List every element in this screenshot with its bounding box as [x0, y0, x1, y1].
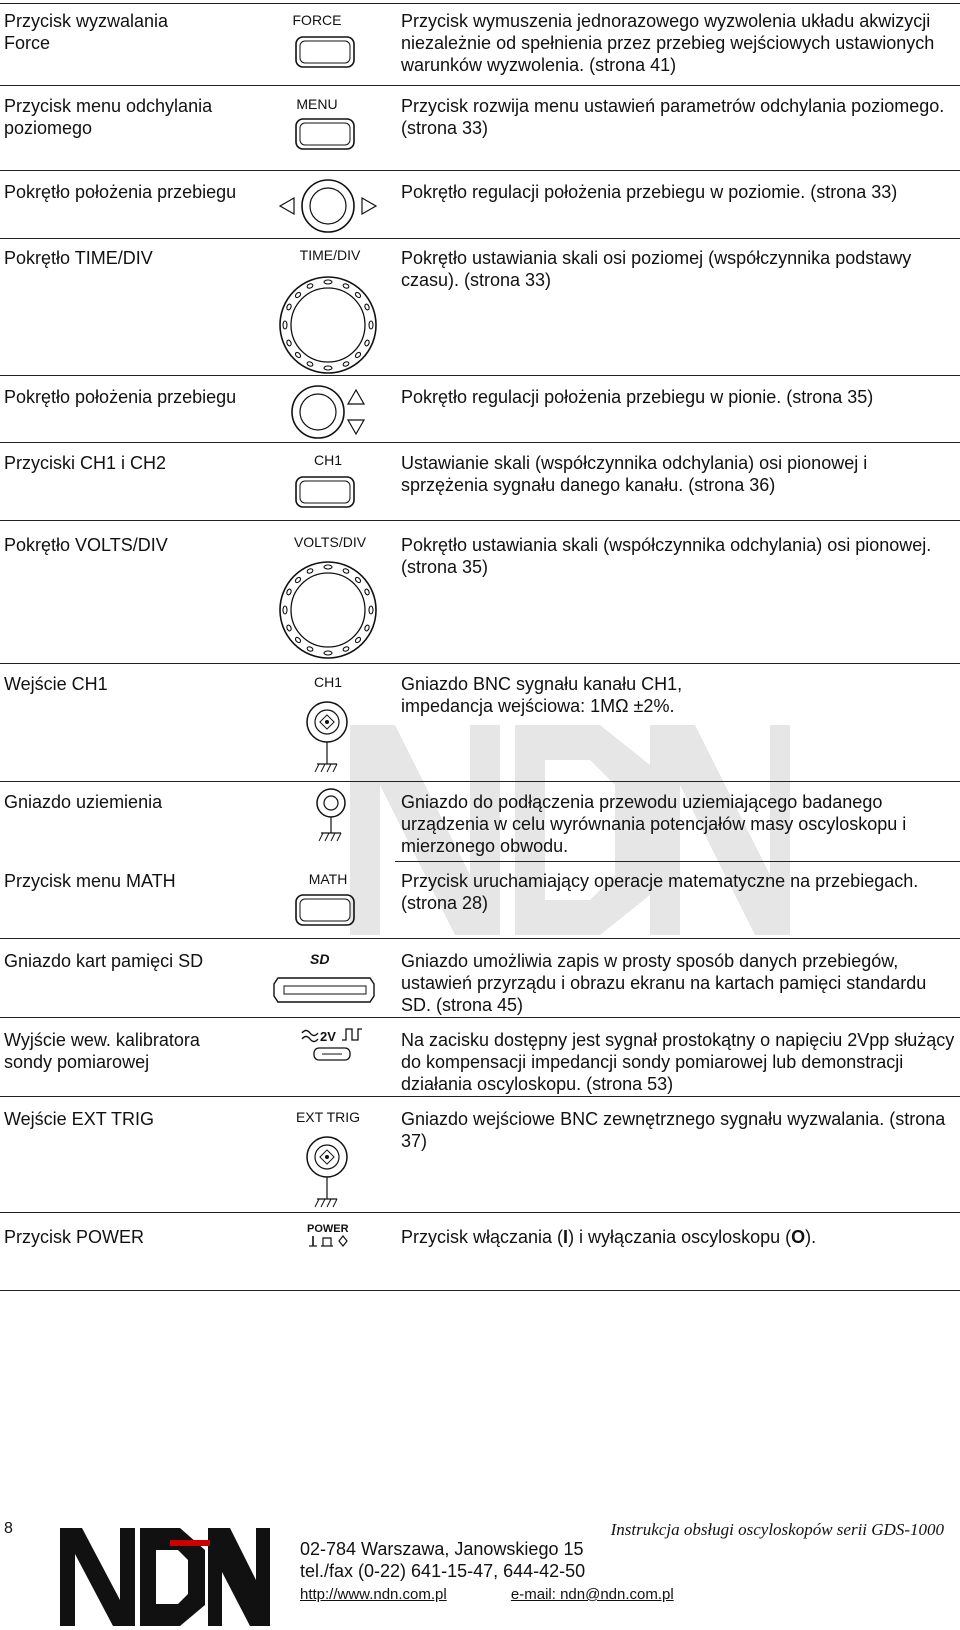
- row-name: Wejście EXT TRIG: [4, 1109, 155, 1129]
- contact-links: [300, 1586, 674, 1603]
- row-name: Przycisk wyzwalania Force: [4, 11, 169, 53]
- vertical-position-knob-icon: [290, 384, 370, 440]
- row-name: Przycisk POWER: [4, 1227, 145, 1247]
- bnc-connector-icon: [305, 700, 355, 778]
- row-name: Pokrętło położenia przebiegu: [4, 182, 237, 202]
- page-number: 8: [4, 1520, 13, 1537]
- large-knob-icon: [278, 560, 378, 660]
- row-divider: [0, 1096, 960, 1097]
- icon-label: MENU: [296, 96, 338, 112]
- ndn-logo-icon: [60, 1520, 270, 1628]
- bnc-connector-icon: [305, 1135, 355, 1213]
- row-name: Gniazdo uziemienia: [4, 792, 163, 812]
- row-description: Gniazdo umożliwia zapis w prosty sposób danych przebiegów, ustawień przyrządu i obrazu ekranu na kartach pamięci standardu SD. (strona 45): [401, 951, 927, 1015]
- row-name: Przyciski CH1 i CH2: [4, 453, 167, 473]
- power-button-icon: [305, 1220, 365, 1252]
- horizontal-position-knob-icon: [278, 178, 378, 234]
- sd-slot-icon: [270, 948, 380, 1008]
- row-name: Pokrętło TIME/DIV: [4, 248, 153, 268]
- calibrator-terminal-icon: [300, 1024, 370, 1064]
- row-description: Na zacisku dostępny jest sygnał prostokątny o napięciu 2Vpp służący do kompensacji impedancji sondy pomiarowej lub demonstracji działania oscyloskopu. (strona 53): [401, 1030, 955, 1094]
- row-description: Przycisk włączania (I) i wyłączania oscyloskopu (O).: [401, 1227, 817, 1247]
- power-icon-label: POWER: [307, 1223, 349, 1235]
- row-divider: [0, 375, 960, 376]
- document-title: Instrukcja obsługi oscyloskopów serii GDS-1000: [610, 1520, 944, 1539]
- row-divider: [0, 781, 960, 782]
- button-icon: [295, 894, 355, 926]
- row-description: Pokrętło ustawiania skali osi poziomej (współczynnika podstawy czasu). (strona 33): [401, 248, 912, 290]
- row-name: Pokrętło położenia przebiegu: [4, 387, 237, 407]
- button-icon: [295, 118, 355, 150]
- row-divider: [0, 85, 960, 86]
- row-description: Gniazdo do podłączenia przewodu uziemiającego badanego urządzenia w celu wyrównania potencjałów masy oscyloskopu i mierzonego obwodu.: [401, 792, 907, 856]
- row-divider: [0, 3, 960, 4]
- icon-label: EXT TRIG: [295, 1109, 361, 1125]
- row-name: Gniazdo kart pamięci SD: [4, 951, 204, 971]
- ground-terminal-icon: [315, 787, 355, 849]
- row-description: Gniazdo wejściowe BNC zewnętrznego sygnału wyzwalania. (strona 37): [401, 1109, 946, 1151]
- button-icon: [295, 36, 355, 68]
- row-description: Przycisk wymuszenia jednorazowego wyzwolenia układu akwizycji niezależnie od spełnienia przez przebieg wejściowych ustawionych warunków wyzwolenia. (strona 41): [401, 11, 935, 75]
- icon-label: CH1: [313, 452, 342, 468]
- row-description: Pokrętło regulacji położenia przebiegu w pionie. (strona 35): [401, 387, 874, 407]
- row-divider: [0, 1212, 960, 1213]
- row-name: Pokrętło VOLTS/DIV: [4, 535, 168, 555]
- svg-text:SD: SD: [310, 951, 330, 967]
- row-description: Pokrętło ustawiania skali (współczynnika odchylania) osi pionowej. (strona 35): [401, 535, 932, 577]
- company-address: [300, 1538, 585, 1582]
- email-link[interactable]: e-mail: ndn@ndn.com.pl: [510, 1586, 674, 1603]
- icon-label: FORCE: [292, 12, 342, 28]
- row-description: Gniazdo BNC sygnału kanału CH1, impedancja wejściowa: 1MΩ ±2%.: [401, 674, 683, 716]
- row-name: Przycisk menu MATH: [4, 871, 176, 891]
- large-knob-icon: [278, 275, 378, 375]
- icon-label: MATH: [308, 871, 348, 887]
- phone-number: tel./fax (0-22) 641-15-47, 644-42-50: [300, 1561, 586, 1581]
- row-divider: [395, 861, 960, 862]
- row-description: Ustawianie skali (współczynnika odchylania) osi pionowej i sprzężenia sygnału danego kanału. (strona 36): [401, 453, 868, 495]
- button-icon: [295, 476, 355, 508]
- row-divider: [0, 238, 960, 239]
- row-name: Wyjście wew. kalibratora sondy pomiarowej: [4, 1030, 200, 1072]
- row-description: Przycisk uruchamiający operacje matematyczne na przebiegach. (strona 28): [401, 871, 919, 913]
- row-description: Przycisk rozwija menu ustawień parametrów odchylania poziomego. (strona 33): [401, 96, 945, 138]
- row-name: Przycisk menu odchylania poziomego: [4, 96, 213, 138]
- row-divider: [0, 938, 960, 939]
- row-divider: [0, 663, 960, 664]
- row-name: Wejście CH1: [4, 674, 108, 694]
- row-divider: [0, 170, 960, 171]
- calibrator-voltage-label: 2V: [320, 1029, 336, 1044]
- row-description: Pokrętło regulacji położenia przebiegu w poziomie. (strona 33): [401, 182, 898, 202]
- row-divider: [0, 442, 960, 443]
- street-address: 02-784 Warszawa, Janowskiego 15: [300, 1539, 584, 1559]
- icon-label: CH1: [313, 674, 342, 690]
- row-divider: [0, 1290, 960, 1291]
- row-divider: [0, 520, 960, 521]
- icon-label: TIME/DIV: [299, 247, 361, 263]
- website-link[interactable]: http://www.ndn.com.pl: [300, 1586, 447, 1603]
- row-divider: [0, 1017, 960, 1018]
- icon-label: VOLTS/DIV: [293, 534, 367, 550]
